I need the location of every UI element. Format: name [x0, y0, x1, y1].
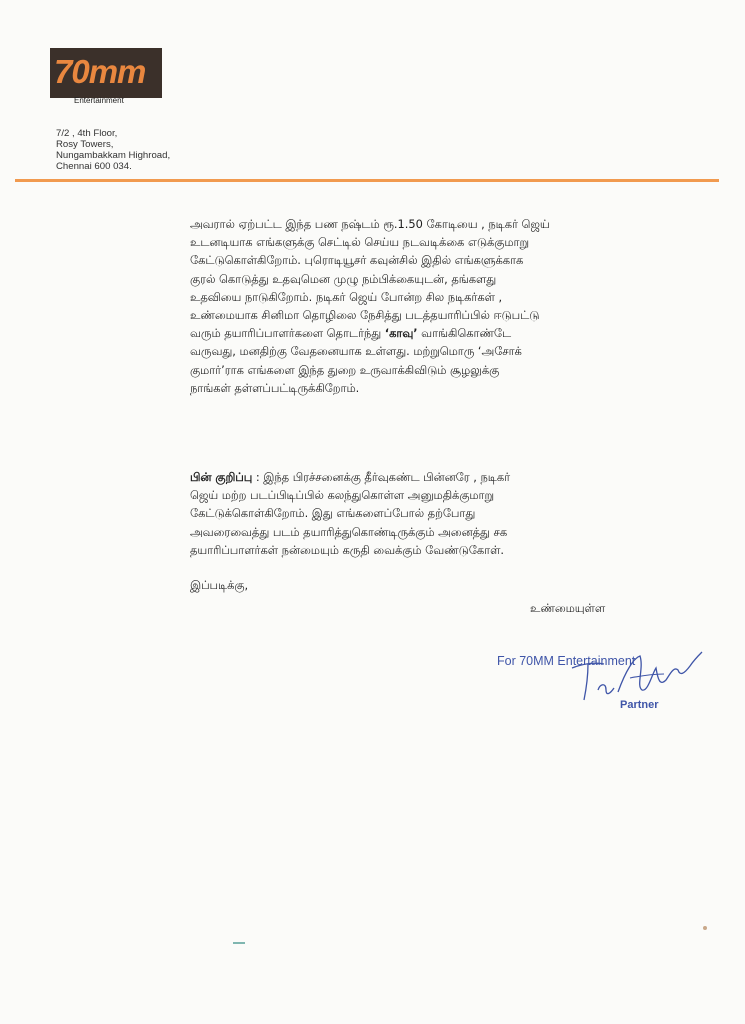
scan-speck [703, 926, 707, 930]
postscript-label: பின் குறிப்பு [190, 470, 253, 484]
company-stamp-line: For 70MM Entertainment [497, 654, 636, 668]
company-logo [50, 48, 162, 98]
sign-off: உண்மையுள்ள [530, 601, 606, 615]
scan-speck [233, 942, 245, 944]
text-line: நாங்கள் தள்ளப்பட்டிருக்கிறோம். [190, 380, 360, 395]
text-line: ஜெய் மற்ற படப்பிடிப்பில் கலந்துகொள்ள அனுமதிக்குமாறு [190, 488, 495, 503]
text-line: அவரால் ஏற்பட்ட இந்த பண நஷ்டம் ரூ.1.50 கோடியை , நடிகர் ஜெய் [190, 217, 550, 231]
company-address [56, 128, 256, 172]
closing-salutation: இப்படிக்கு, [190, 578, 249, 592]
address-line: Chennai 600 034. [56, 161, 132, 172]
text-line: அவரைவைத்து படம் தயாரித்துகொண்டிருக்கும் அனைத்து சக [190, 524, 508, 539]
address-line: Rosy Towers, [56, 139, 114, 150]
text-line: உண்மையாக சினிமா தொழிலை நேசித்து படத்தயாரிப்பில் ஈடுபட்டு [190, 308, 540, 323]
logo-text: 70mm [54, 53, 146, 90]
address-line: 7/2 , 4th Floor, [56, 128, 118, 139]
text-line: கேட்டுக்கொள்கிறோம். இது எங்களைப்போல் தற்போது [190, 506, 476, 521]
text-segment: வரும் தயாரிப்பாளர்களை தொடர்ந்து [190, 326, 385, 341]
text-line: உடனடியாக எங்களுக்கு செட்டில் செய்ய நடவடிக்கை எடுக்குமாறு [190, 235, 529, 250]
partner-label: Partner [620, 699, 659, 711]
text-segment: வாங்கிகொண்டே [417, 326, 512, 341]
body-paragraph-1 [190, 215, 660, 397]
letterhead-divider [15, 179, 719, 182]
text-line: தயாரிப்பாளர்கள் நன்மையும் கருதி வைக்கும் வேண்டுகோள். [190, 542, 504, 557]
text-line [190, 468, 660, 486]
text-segment: : இந்த பிரச்சனைக்கு தீர்வுகண்ட பின்னரே , நடிகர் [252, 470, 511, 484]
postscript-paragraph [190, 468, 660, 559]
text-line [190, 324, 660, 342]
emphasis-text: ‘காவு’ [384, 326, 418, 341]
text-line: குமார்’ராக எங்களை இந்த துறை உருவாக்கிவிடும் சூழலுக்கு [190, 362, 500, 377]
text-line: கேட்டுகொள்கிறோம். புரொடியூசர் கவுன்சில் இதில் எங்களுக்காக [190, 253, 524, 268]
text-line: வருவது, மனதிற்கு வேதனையாக உள்ளது. மற்றுமொரு ‘அசோக் [190, 344, 522, 359]
logo-subtitle: Entertainment [74, 96, 124, 105]
text-line: உதவியை நாடுகிறோம். நடிகர் ஜெய் போன்ற சில நடிகர்கள் , [190, 289, 503, 304]
address-line: Nungambakkam Highroad, [56, 150, 171, 161]
text-line: குரல் கொடுத்து உதவுமென முழு நம்பிக்கையுடன், தங்களது [190, 271, 497, 286]
